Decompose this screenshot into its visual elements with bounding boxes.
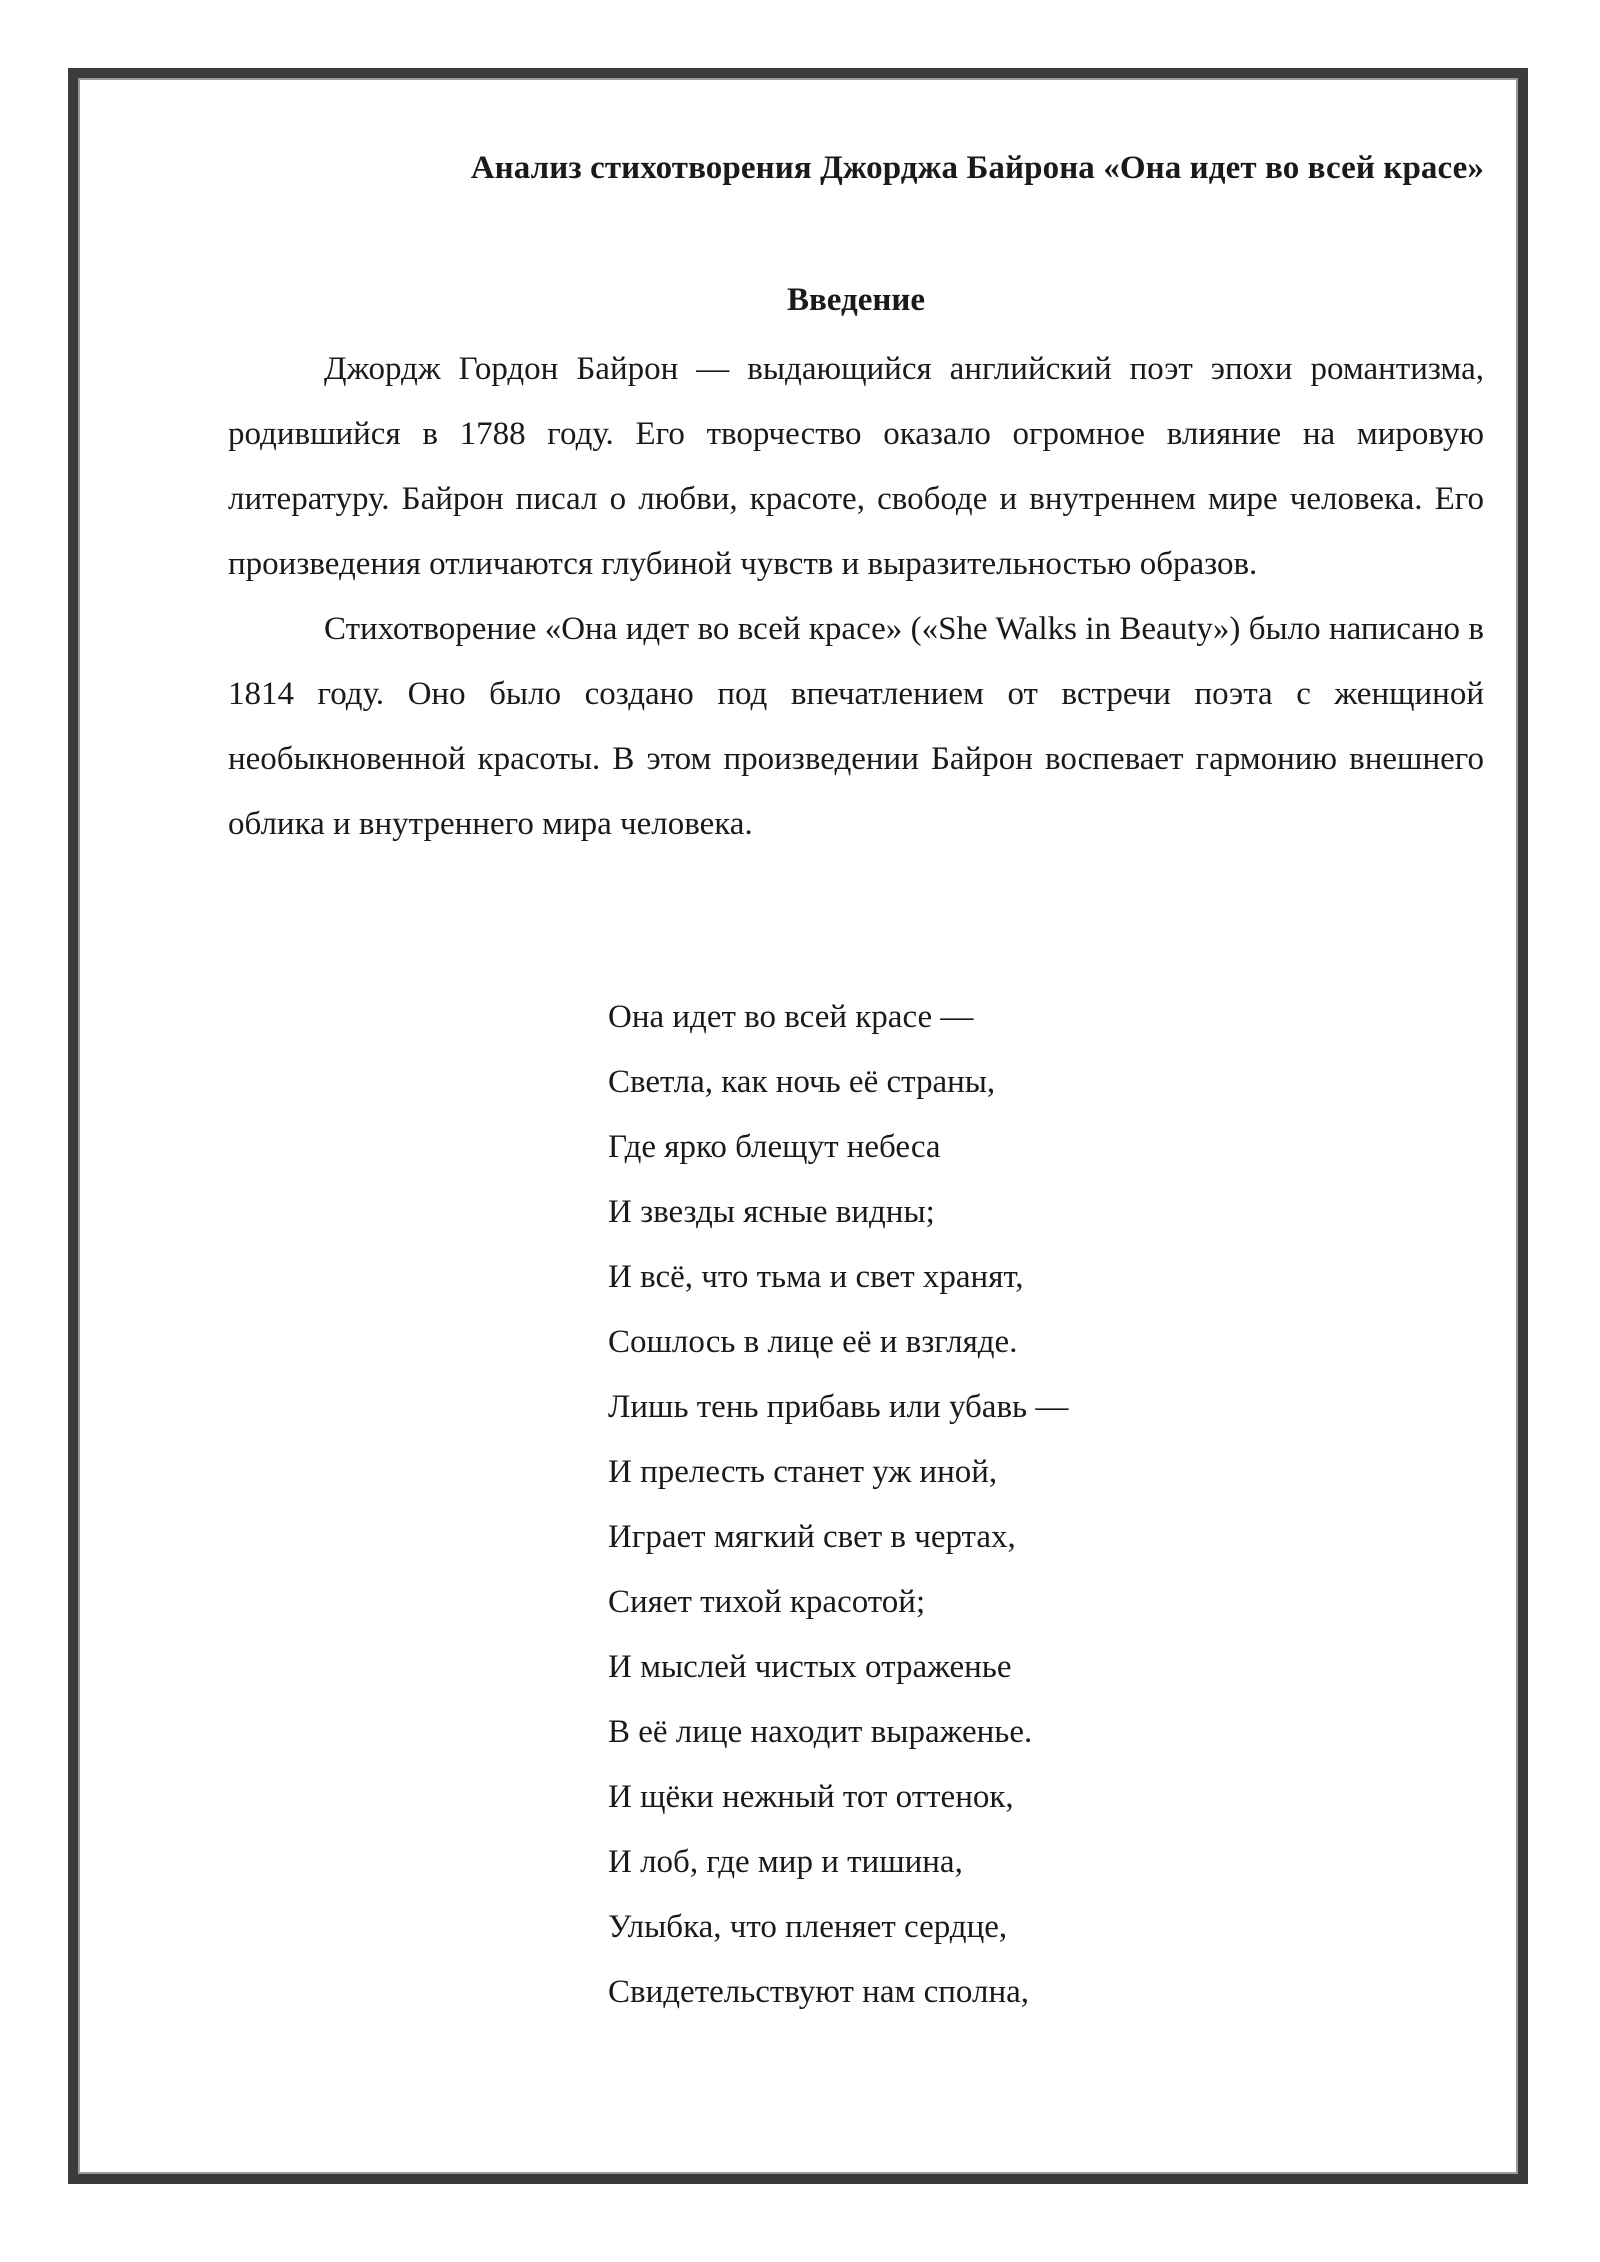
poem-line: В её лице находит выраженье. bbox=[608, 1714, 1033, 1750]
poem-line: Лишь тень прибавь или убавь — bbox=[608, 1389, 1069, 1425]
poem-line: Светла, как ночь её страны, bbox=[608, 1064, 996, 1100]
poem-line: И щёки нежный тот оттенок, bbox=[608, 1779, 1014, 1815]
poem-line: И прелесть станет уж иной, bbox=[608, 1454, 998, 1490]
poem-line: Сошлось в лице её и взгляде. bbox=[608, 1324, 1018, 1360]
poem-line: Играет мягкий свет в чертах, bbox=[608, 1519, 1016, 1555]
poem-line: Улыбка, что пленяет сердце, bbox=[608, 1909, 1008, 1945]
poem-line: Сияет тихой красотой; bbox=[608, 1584, 926, 1620]
paragraph: Джордж Гордон Байрон — выдающийся английский поэт эпохи романтизма, родившийся в 1788 году. Его творчество оказало огромное влияние на мировую литературу. Байрон писал о любви, красоте, свободе и внутреннем мире человека. Его произведения отличаются глубиной чувств и выразительностью образов. bbox=[228, 351, 1484, 582]
poem-line: И всё, что тьма и свет хранят, bbox=[608, 1259, 1024, 1295]
document-title: Анализ стихотворения Джорджа Байрона «Она идет во всей красе» bbox=[470, 150, 1484, 186]
poem-line: Свидетельствуют нам сполна, bbox=[608, 1974, 1030, 2010]
poem-line: Она идет во всей красе — bbox=[608, 999, 974, 1035]
section-heading-introduction: Введение bbox=[786, 282, 926, 318]
paragraph: Стихотворение «Она идет во всей красе» («She Walks in Beauty») было написано в 1814 году. Оно было создано под впечатлением от встречи поэта с женщиной необыкновенной красоты. В этом произведении Байрон воспевает гармонию внешнего облика и внутреннего мира человека. bbox=[228, 611, 1484, 842]
poem-line: И мыслей чистых отраженье bbox=[608, 1649, 1012, 1685]
poem-excerpt bbox=[608, 985, 1068, 2025]
poem-line: И лоб, где мир и тишина, bbox=[608, 1844, 963, 1880]
introduction-text bbox=[228, 337, 1484, 857]
poem-line: И звезды ясные видны; bbox=[608, 1194, 935, 1230]
poem-line: Где ярко блещут небеса bbox=[608, 1129, 941, 1165]
